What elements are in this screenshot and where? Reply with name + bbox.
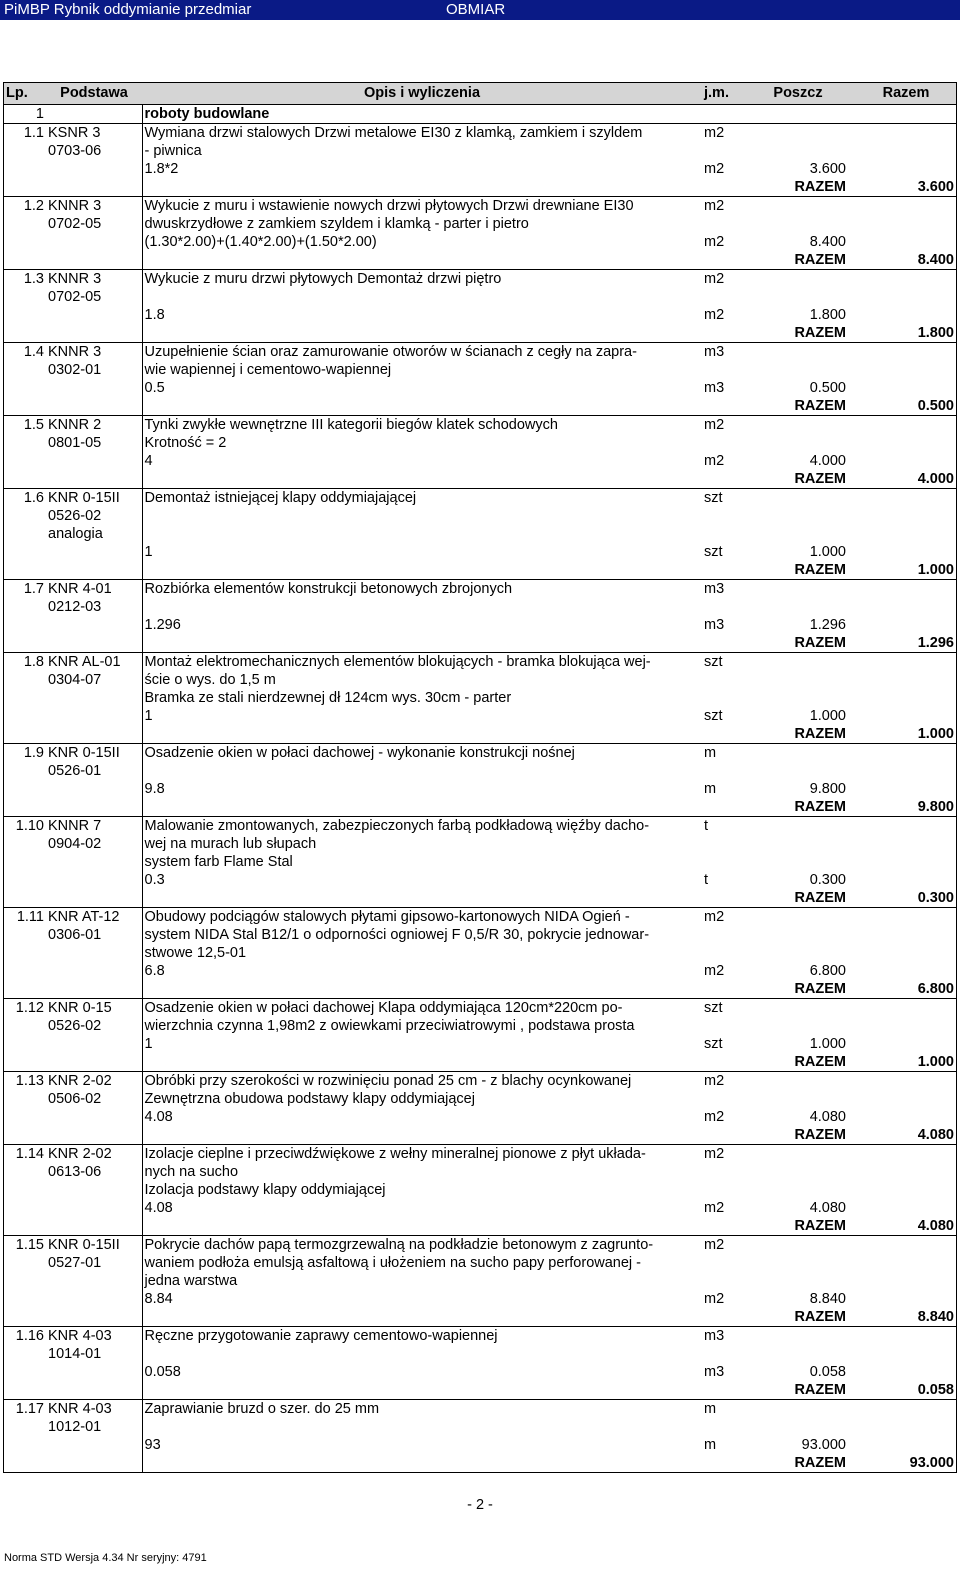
position-basis: 0306-01 xyxy=(48,927,102,943)
calc-expression: 1.8 xyxy=(142,306,702,324)
position-continuation-row xyxy=(4,1345,957,1363)
position-lp: 1.16 xyxy=(4,1327,47,1346)
razem-row xyxy=(4,1308,957,1327)
table-body xyxy=(4,105,957,1473)
position-description: waniem podłoża emulsją asfaltową i ułożeniem na sucho papy perforowanej - xyxy=(142,1254,702,1272)
position-unit: t xyxy=(702,817,748,836)
col-spacer xyxy=(848,83,856,105)
position-lp: 1.4 xyxy=(4,343,47,362)
calc-expression: 93 xyxy=(142,1436,702,1454)
calc-expression: 1 xyxy=(142,1035,702,1053)
calc-value: 9.800 xyxy=(809,781,846,797)
position-continuation-row xyxy=(4,1163,957,1181)
position-basis: 0904-02 xyxy=(48,836,102,852)
calc-value: 0.500 xyxy=(809,380,846,396)
position-basis: KNNR 7 xyxy=(46,817,142,836)
razem-label: RAZEM xyxy=(794,562,846,578)
position-description: ście o wys. do 1,5 m xyxy=(142,671,702,689)
razem-value: 9.800 xyxy=(856,798,957,817)
razem-value: 4.080 xyxy=(856,1126,957,1145)
section-row xyxy=(4,105,957,124)
razem-value: 0.058 xyxy=(856,1381,957,1400)
calc-value: 1.800 xyxy=(809,307,846,323)
calc-row xyxy=(4,379,957,397)
position-lp: 1.15 xyxy=(4,1236,47,1255)
position-lp: 1.10 xyxy=(4,817,47,836)
position-lp: 1.5 xyxy=(4,416,47,435)
calc-row xyxy=(4,1290,957,1308)
col-podstawa: Podstawa xyxy=(46,83,142,105)
position-continuation-row xyxy=(4,525,957,543)
razem-label: RAZEM xyxy=(794,325,846,341)
position-basis: KNR 4-01 xyxy=(46,580,142,599)
calc-expression: (1.30*2.00)+(1.40*2.00)+(1.50*2.00) xyxy=(142,233,702,251)
position-basis: KNNR 3 xyxy=(46,197,142,216)
calc-expression: 1 xyxy=(142,543,702,561)
position-continuation-row xyxy=(4,853,957,871)
calc-unit: m2 xyxy=(704,963,725,979)
calc-value: 0.300 xyxy=(809,872,846,888)
position-basis: KNNR 3 xyxy=(46,270,142,289)
razem-label: RAZEM xyxy=(794,635,846,651)
position-continuation-row xyxy=(4,1017,957,1035)
position-description: wej na murach lub słupach xyxy=(142,835,702,853)
calc-value: 6.800 xyxy=(809,963,846,979)
position-basis: KNR 2-02 xyxy=(46,1145,142,1164)
position-unit: szt xyxy=(702,653,748,672)
position-continuation-row xyxy=(4,507,957,525)
calc-row xyxy=(4,871,957,889)
position-unit: m3 xyxy=(702,1327,748,1346)
position-description: system NIDA Stal B12/1 o odporności ogniowej F 0,5/R 30, pokrycie jednowar- xyxy=(142,926,702,944)
position-row xyxy=(4,653,957,672)
calc-value: 4.080 xyxy=(809,1109,846,1125)
razem-row xyxy=(4,980,957,999)
position-basis: KNNR 3 xyxy=(46,343,142,362)
position-basis: 0506-02 xyxy=(48,1091,102,1107)
position-row xyxy=(4,1327,957,1346)
position-basis: KNR 4-03 xyxy=(46,1400,142,1419)
position-description: Osadzenie okien w połaci dachowej - wykonanie konstrukcji nośnej xyxy=(142,744,702,763)
position-description: Malowanie zmontowanych, zabezpieczonych farbą podkładową więźby dacho- xyxy=(142,817,702,836)
calc-value: 1.000 xyxy=(809,544,846,560)
calc-row xyxy=(4,1436,957,1454)
razem-label: RAZEM xyxy=(794,252,846,268)
estimate-page xyxy=(3,82,953,1473)
calc-expression: 6.8 xyxy=(142,962,702,980)
calc-unit: m3 xyxy=(704,617,725,633)
calc-value: 4.080 xyxy=(809,1200,846,1216)
position-lp: 1.6 xyxy=(4,489,47,508)
position-description: Montaż elektromechanicznych elementów blokujących - bramka blokująca wej- xyxy=(142,653,702,672)
position-lp: 1.1 xyxy=(4,124,47,143)
position-row xyxy=(4,416,957,435)
position-description: stwowe 12,5-01 xyxy=(142,944,702,962)
position-description: Obudowy podciągów stalowych płytami gipsowo-kartonowych NIDA Ogień - xyxy=(142,908,702,927)
razem-row xyxy=(4,470,957,489)
position-continuation-row xyxy=(4,1418,957,1436)
position-row xyxy=(4,270,957,289)
position-continuation-row xyxy=(4,288,957,306)
razem-label: RAZEM xyxy=(794,1127,846,1143)
calc-row xyxy=(4,1199,957,1217)
razem-row xyxy=(4,634,957,653)
col-poszcz: Poszcz xyxy=(748,83,848,105)
page-number: - 2 - xyxy=(467,1497,493,1513)
col-razem: Razem xyxy=(856,83,957,105)
position-description: Zewnętrzna obudowa podstawy klapy oddymiającej xyxy=(142,1090,702,1108)
position-description: Wykucie z muru drzwi płytowych Demontaż drzwi piętro xyxy=(142,270,702,289)
position-unit: m3 xyxy=(702,343,748,362)
razem-label: RAZEM xyxy=(794,981,846,997)
razem-label: RAZEM xyxy=(794,471,846,487)
position-description: wierzchnia czynna 1,98m2 z owiewkami przeciwiatrowymi , podstawa prosta xyxy=(142,1017,702,1035)
position-unit: szt xyxy=(702,489,748,508)
razem-value: 1.000 xyxy=(856,561,957,580)
position-basis: KNR 0-15II xyxy=(46,744,142,763)
position-basis: 0702-05 xyxy=(48,216,102,232)
position-description: nych na sucho xyxy=(142,1163,702,1181)
position-continuation-row xyxy=(4,1181,957,1199)
position-basis: 0703-06 xyxy=(48,143,102,159)
position-basis: 0302-01 xyxy=(48,362,102,378)
position-description: system farb Flame Stal xyxy=(142,853,702,871)
position-unit: m2 xyxy=(702,1145,748,1164)
position-basis: 0304-07 xyxy=(48,672,102,688)
position-lp: 1.13 xyxy=(4,1072,47,1091)
calc-row xyxy=(4,1108,957,1126)
razem-label: RAZEM xyxy=(794,179,846,195)
calc-value: 1.000 xyxy=(809,1036,846,1052)
calc-unit: m2 xyxy=(704,161,725,177)
position-row xyxy=(4,343,957,362)
position-row xyxy=(4,124,957,143)
position-description: Izolacja podstawy klapy oddymiającej xyxy=(142,1181,702,1199)
razem-label: RAZEM xyxy=(794,890,846,906)
table-header xyxy=(4,83,957,105)
position-description: Wykucie z muru i wstawienie nowych drzwi płytowych Drzwi drewniane EI30 xyxy=(142,197,702,216)
position-lp: 1.2 xyxy=(4,197,47,216)
document-title: PiMBP Rybnik oddymianie przedmiar xyxy=(4,1,252,18)
footer-note: Norma STD Wersja 4.34 Nr seryjny: 4791 xyxy=(4,1552,207,1564)
razem-row xyxy=(4,1381,957,1400)
position-basis: KNR AL-01 xyxy=(46,653,142,672)
razem-label: RAZEM xyxy=(794,799,846,815)
position-basis: KSNR 3 xyxy=(46,124,142,143)
position-description: Demontaż istniejącej klapy oddymiajającej xyxy=(142,489,702,508)
calc-expression: 1.296 xyxy=(142,616,702,634)
position-lp: 1.17 xyxy=(4,1400,47,1419)
calc-row xyxy=(4,780,957,798)
title-bar xyxy=(0,0,960,20)
position-basis: 0527-01 xyxy=(48,1255,102,1271)
calc-row xyxy=(4,707,957,725)
calc-value: 8.840 xyxy=(809,1291,846,1307)
calc-row xyxy=(4,1035,957,1053)
calc-expression: 1.8*2 xyxy=(142,160,702,178)
calc-expression: 1 xyxy=(142,707,702,725)
position-basis: KNNR 2 xyxy=(46,416,142,435)
position-row xyxy=(4,580,957,599)
calc-row xyxy=(4,233,957,251)
position-basis: KNR AT-12 xyxy=(46,908,142,927)
position-description: dwuskrzydłowe z zamkiem szyldem i klamką - parter i pietro xyxy=(142,215,702,233)
position-description: Izolacje cieplne i przeciwdźwiękowe z wełny mineralnej pionowe z płyt układa- xyxy=(142,1145,702,1164)
position-continuation-row xyxy=(4,598,957,616)
position-basis: analogia xyxy=(48,526,103,542)
position-unit: m2 xyxy=(702,416,748,435)
razem-label: RAZEM xyxy=(794,1382,846,1398)
position-unit: m xyxy=(702,1400,748,1419)
section-title: roboty budowlane xyxy=(142,105,702,124)
calc-unit: m2 xyxy=(704,307,725,323)
razem-value: 0.500 xyxy=(856,397,957,416)
position-unit: szt xyxy=(702,999,748,1018)
razem-row xyxy=(4,1217,957,1236)
razem-label: RAZEM xyxy=(748,1454,848,1473)
calc-unit: m xyxy=(704,781,717,797)
razem-value: 8.840 xyxy=(856,1308,957,1327)
position-description: wie wapiennej i cementowo-wapiennej xyxy=(142,361,702,379)
razem-row xyxy=(4,1053,957,1072)
calc-unit: m xyxy=(704,1437,717,1453)
calc-value: 4.000 xyxy=(809,453,846,469)
position-description: jedna warstwa xyxy=(142,1272,702,1290)
position-lp: 1.11 xyxy=(4,908,47,927)
calc-unit: t xyxy=(704,872,709,888)
razem-label: RAZEM xyxy=(794,726,846,742)
document-mode: OBMIAR xyxy=(446,1,506,18)
calc-expression: 8.84 xyxy=(142,1290,702,1308)
calc-unit: m2 xyxy=(704,234,725,250)
position-unit: m3 xyxy=(702,580,748,599)
position-basis: 0212-03 xyxy=(48,599,102,615)
position-lp: 1.14 xyxy=(4,1145,47,1164)
razem-row xyxy=(4,889,957,908)
position-row xyxy=(4,908,957,927)
position-unit: m2 xyxy=(702,1072,748,1091)
calc-expression: 4.08 xyxy=(142,1199,702,1217)
position-basis: KNR 4-03 xyxy=(46,1327,142,1346)
position-lp: 1.7 xyxy=(4,580,47,599)
calc-value: 3.600 xyxy=(809,161,846,177)
position-continuation-row xyxy=(4,1090,957,1108)
razem-row xyxy=(4,725,957,744)
position-basis: 1014-01 xyxy=(48,1346,102,1362)
position-unit: m2 xyxy=(702,270,748,289)
calc-row xyxy=(4,1363,957,1381)
position-continuation-row xyxy=(4,434,957,452)
calc-row xyxy=(4,306,957,324)
razem-label: RAZEM xyxy=(794,1309,846,1325)
razem-value: 1.000 xyxy=(856,725,957,744)
razem-value: 0.300 xyxy=(856,889,957,908)
position-description: Rozbiórka elementów konstrukcji betonowych zbrojonych xyxy=(142,580,702,599)
calc-value: 8.400 xyxy=(809,234,846,250)
calc-unit: m2 xyxy=(704,1109,725,1125)
calc-unit: m2 xyxy=(704,1200,725,1216)
calc-row xyxy=(4,616,957,634)
razem-value: 93.000 xyxy=(856,1454,957,1473)
razem-row xyxy=(4,1454,957,1473)
calc-row xyxy=(4,452,957,470)
razem-label: RAZEM xyxy=(794,1054,846,1070)
col-lp: Lp. xyxy=(4,83,47,105)
razem-row xyxy=(4,798,957,817)
calc-expression: 0.5 xyxy=(142,379,702,397)
position-unit: m2 xyxy=(702,197,748,216)
position-basis: KNR 0-15II xyxy=(46,489,142,508)
position-row xyxy=(4,817,957,836)
position-description: Obróbki przy szerokości w rozwinięciu ponad 25 cm - z blachy ocynkowanej xyxy=(142,1072,702,1091)
calc-expression: 4 xyxy=(142,452,702,470)
position-unit: m2 xyxy=(702,908,748,927)
position-description: - piwnica xyxy=(142,142,702,160)
razem-value: 1.000 xyxy=(856,1053,957,1072)
razem-row xyxy=(4,561,957,580)
calc-row xyxy=(4,160,957,178)
position-basis: 0702-05 xyxy=(48,289,102,305)
calc-value: 1.296 xyxy=(809,617,846,633)
position-description: Ręczne przygotowanie zaprawy cementowo-wapiennej xyxy=(142,1327,702,1346)
calc-unit: szt xyxy=(704,708,723,724)
position-row xyxy=(4,999,957,1018)
position-lp: 1.9 xyxy=(4,744,47,763)
position-description: Wymiana drzwi stalowych Drzwi metalowe EI30 z klamką, zamkiem i szyldem xyxy=(142,124,702,143)
calc-unit: m2 xyxy=(704,453,725,469)
razem-value: 3.600 xyxy=(856,178,957,197)
position-basis: KNR 0-15II xyxy=(46,1236,142,1255)
position-basis: 1012-01 xyxy=(48,1419,102,1435)
position-continuation-row xyxy=(4,142,957,160)
position-lp: 1.3 xyxy=(4,270,47,289)
position-row xyxy=(4,197,957,216)
position-continuation-row xyxy=(4,926,957,944)
calc-row xyxy=(4,543,957,561)
position-basis: 0801-05 xyxy=(48,435,102,451)
position-row xyxy=(4,744,957,763)
position-basis: 0526-02 xyxy=(48,1018,102,1034)
razem-row xyxy=(4,251,957,270)
position-row xyxy=(4,489,957,508)
position-basis: 0526-02 xyxy=(48,508,102,524)
razem-row xyxy=(4,397,957,416)
calc-unit: szt xyxy=(704,1036,723,1052)
position-description: Uzupełnienie ścian oraz zamurowanie otworów w ścianach z cegły na zapra- xyxy=(142,343,702,362)
calc-unit: m3 xyxy=(704,380,725,396)
position-continuation-row xyxy=(4,762,957,780)
position-unit: m2 xyxy=(702,124,748,143)
section-lp: 1 xyxy=(4,105,47,124)
calc-unit: m3 xyxy=(704,1364,725,1380)
razem-value: 1.296 xyxy=(856,634,957,653)
position-lp: 1.12 xyxy=(4,999,47,1018)
position-row xyxy=(4,1400,957,1419)
razem-label: RAZEM xyxy=(794,1218,846,1234)
estimate-table xyxy=(3,82,957,1473)
razem-label: RAZEM xyxy=(794,398,846,414)
position-basis: 0613-06 xyxy=(48,1164,102,1180)
razem-value: 6.800 xyxy=(856,980,957,999)
position-continuation-row xyxy=(4,361,957,379)
position-continuation-row xyxy=(4,944,957,962)
position-description: Bramka ze stali nierdzewnej dł 124cm wys. 30cm - parter xyxy=(142,689,702,707)
calc-value: 93.000 xyxy=(801,1437,846,1453)
col-opis: Opis i wyliczenia xyxy=(142,83,702,105)
calc-expression: 4.08 xyxy=(142,1108,702,1126)
col-jm: j.m. xyxy=(702,83,748,105)
position-lp: 1.8 xyxy=(4,653,47,672)
calc-expression: 0.058 xyxy=(142,1363,702,1381)
position-basis: KNR 0-15 xyxy=(46,999,142,1018)
calc-row xyxy=(4,962,957,980)
razem-row xyxy=(4,178,957,197)
razem-value: 4.080 xyxy=(856,1217,957,1236)
razem-value: 1.800 xyxy=(856,324,957,343)
position-description: Krotność = 2 xyxy=(142,434,702,452)
position-continuation-row xyxy=(4,671,957,689)
razem-row xyxy=(4,1126,957,1145)
position-continuation-row xyxy=(4,689,957,707)
calc-unit: m2 xyxy=(704,1291,725,1307)
position-row xyxy=(4,1072,957,1091)
position-row xyxy=(4,1145,957,1164)
position-basis: 0526-01 xyxy=(48,763,102,779)
calc-value: 0.058 xyxy=(809,1364,846,1380)
position-basis: KNR 2-02 xyxy=(46,1072,142,1091)
calc-unit: szt xyxy=(704,544,723,560)
position-continuation-row xyxy=(4,835,957,853)
razem-value: 4.000 xyxy=(856,470,957,489)
position-unit: m xyxy=(702,744,748,763)
position-continuation-row xyxy=(4,1272,957,1290)
calc-value: 1.000 xyxy=(809,708,846,724)
position-description: Pokrycie dachów papą termozgrzewalną na podkładzie betonowym z zagrunto- xyxy=(142,1236,702,1255)
position-description: Zaprawianie bruzd o szer. do 25 mm xyxy=(142,1400,702,1419)
position-continuation-row xyxy=(4,1254,957,1272)
position-row xyxy=(4,1236,957,1255)
position-description: Tynki zwykłe wewnętrzne III kategorii biegów klatek schodowych xyxy=(142,416,702,435)
calc-expression: 9.8 xyxy=(142,780,702,798)
razem-row xyxy=(4,324,957,343)
position-unit: m2 xyxy=(702,1236,748,1255)
position-continuation-row xyxy=(4,215,957,233)
razem-value: 8.400 xyxy=(856,251,957,270)
calc-expression: 0.3 xyxy=(142,871,702,889)
position-description: Osadzenie okien w połaci dachowej Klapa oddymiająca 120cm*220cm po- xyxy=(142,999,702,1018)
